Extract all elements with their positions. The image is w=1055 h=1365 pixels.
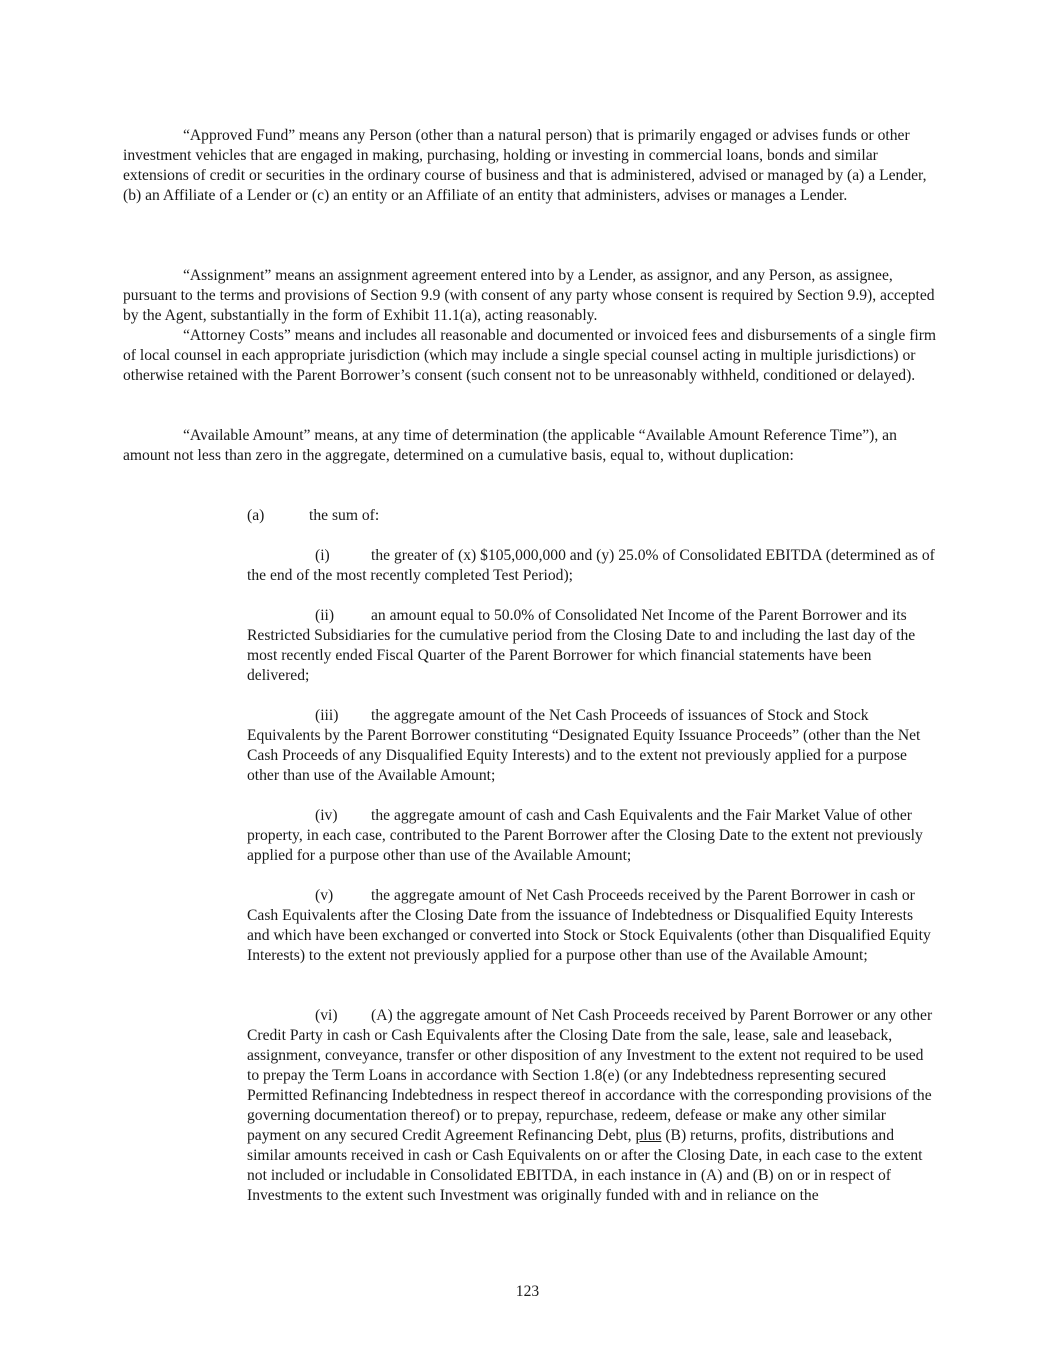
subclause-number: (iv) (315, 807, 338, 824)
subclause-number: (vi) (315, 1007, 338, 1024)
subclause-ii (247, 606, 937, 686)
subclause-text: the aggregate amount of the Net Cash Proceeds of issuances of Stock and Stock Equivalents by the Parent Borrower constituting “Designated Equity Issuance Proceeds” (other than the Net Cash Proceeds of any Disqualified Equity Interests) and to the extent not previously applied for a purpose other than use of the Available Amount; (247, 707, 921, 784)
definition-attorney-costs (123, 326, 938, 386)
definition-text: “Available Amount” means, at any time of determination (the applicable “Available Amount Reference Time”), an amount not less than zero in the aggregate, determined on a cumulative basis, equal to, without duplication: (123, 427, 897, 464)
clause-a (247, 506, 379, 526)
underlined-plus: plus (635, 1127, 662, 1144)
subclause-number: (v) (315, 887, 334, 904)
subclause-iv (247, 806, 937, 866)
subclause-number: (ii) (315, 607, 335, 624)
subclause-text-part-b: (B) returns, profits, distributions and similar amounts received in cash or Cash Equivalents on or after the Closing Date, in each case to the extent not included or includable in Consolidated EBITDA, in each instance in (A) and (B) on or in respect of Investments to the extent such Investment was originally funded with and in reliance on the (247, 1127, 923, 1204)
subclause-text: the greater of (x) $105,000,000 and (y) 25.0% of Consolidated EBITDA (determined as of the end of the most recently completed Test Period); (247, 547, 935, 584)
definition-approved-fund (123, 126, 938, 206)
definition-assignment (123, 266, 938, 326)
definition-available-amount (123, 426, 938, 466)
subclause-number: (i) (315, 547, 330, 564)
definition-text: “Assignment” means an assignment agreement entered into by a Lender, as assignor, and any Person, as assignee, pursuant to the terms and provisions of Section 9.9 (with consent of any party whose consent is required by Section 9.9), accepted by the Agent, substantially in the form of Exhibit 11.1(a), acting reasonably. (123, 267, 935, 324)
subclause-v (247, 886, 937, 966)
subclause-i (247, 546, 937, 586)
subclause-vi (247, 1006, 937, 1206)
subclause-number: (iii) (315, 707, 339, 724)
clause-label: (a) (247, 507, 265, 524)
subclause-text-part-a: (A) the aggregate amount of Net Cash Proceeds received by Parent Borrower or any other Credit Party in cash or Cash Equivalents after the Closing Date from the sale, lease, sale and leaseback, assignment, conveyance, transfer or other disposition of any Investment to the extent not required to be used to prepay the Term Loans in accordance with Section 1.8(e) (or any Indebtedness representing secured Permitted Refinancing Indebtedness in respect thereof in accordance with the corresponding provisions of the governing documentation thereof) or to prepay, repurchase, redeem, defease or make any other similar payment on any secured Credit Agreement Refinancing Debt, (247, 1007, 933, 1144)
subclause-text: an amount equal to 50.0% of Consolidated Net Income of the Parent Borrower and its Restricted Subsidiaries for the cumulative period from the Closing Date to and including the last day of the most recently ended Fiscal Quarter of the Parent Borrower for which financial statements have been delivered; (247, 607, 916, 684)
subclause-iii (247, 706, 937, 786)
definition-text: “Approved Fund” means any Person (other than a natural person) that is primarily engaged or advises funds or other investment vehicles that are engaged in making, purchasing, holding or investing in commercial loans, bonds and similar extensions of credit or securities in the ordinary course of business and that is administered, advised or managed by (a) a Lender, (b) an Affiliate of a Lender or (c) an entity or an Affiliate of an entity that administers, advises or manages a Lender. (123, 127, 927, 204)
definition-text: “Attorney Costs” means and includes all reasonable and documented or invoiced fees and disbursements of a single firm of local counsel in each appropriate jurisdiction (which may include a single special counsel acting in multiple jurisdictions) or otherwise retained with the Parent Borrower’s consent (such consent not to be unreasonably withheld, conditioned or delayed). (123, 327, 937, 384)
subclause-text: the aggregate amount of Net Cash Proceeds received by the Parent Borrower in cash or Cash Equivalents after the Closing Date from the issuance of Indebtedness or Disqualified Equity Interests and which have been exchanged or converted into Stock or Stock Equivalents (other than Disqualified Equity Interests) to the extent not previously applied for a purpose other than use of the Available Amount; (247, 887, 931, 964)
page-number: 123 (515, 1283, 540, 1300)
subclause-text: the aggregate amount of cash and Cash Equivalents and the Fair Market Value of other property, in each case, contributed to the Parent Borrower after the Closing Date to the extent not previously applied for a purpose other than use of the Available Amount; (247, 807, 923, 864)
clause-text: the sum of: (309, 507, 380, 524)
